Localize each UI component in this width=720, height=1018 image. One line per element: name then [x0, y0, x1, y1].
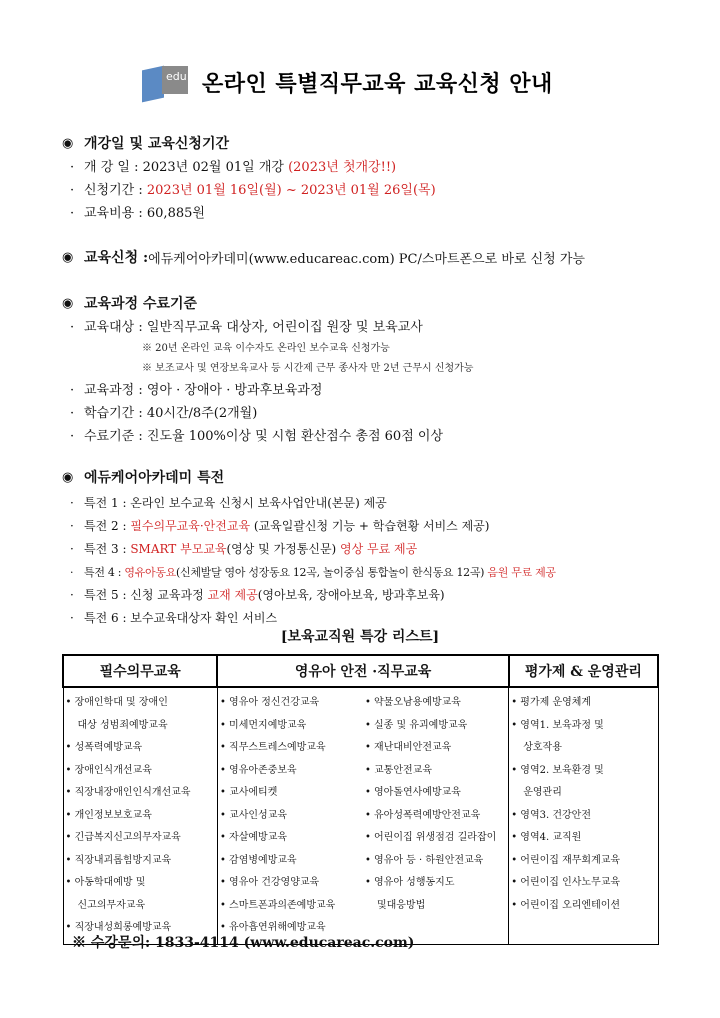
- contact-footer: ※ 수강문의: 1833-4114 (www.educareac.com): [72, 935, 415, 951]
- list-item: • 유아흡연위해예방교육: [219, 922, 326, 933]
- benefit-row: · 특전 3 : SMART 부모교육(영상 및 가정통신문) 영상 무료 제공: [70, 542, 418, 556]
- list-item: • 어린이집 위생점검 길라잡이: [364, 832, 497, 843]
- table-row: [63, 687, 658, 944]
- list-item: • 영유아 정신건강교육: [219, 697, 320, 708]
- list-item: 상호작용: [523, 742, 562, 753]
- row-value: 2023년 02월 01일 개강: [142, 160, 289, 175]
- row-value: 영아 · 장애아 · 방과후보육과정: [146, 383, 323, 398]
- list-item: 대상 성범죄예방교육: [77, 719, 168, 731]
- row-value: 진도율 100%이상 및 시험 환산점수 총점 60점 이상: [146, 429, 444, 444]
- row-value: 60,885원: [146, 206, 205, 221]
- row-label: 수료기준 :: [84, 429, 147, 444]
- list-item: • 개인정보보호교육: [65, 809, 152, 821]
- list-item: • 직장내장애인인식개선교육: [65, 787, 191, 798]
- benefit-text: 특전 3 :: [84, 542, 131, 556]
- row-label: 교육과정 :: [84, 383, 147, 398]
- list-item: • 유아성폭력예방안전교육: [364, 809, 481, 821]
- section-benefits: [62, 466, 556, 630]
- info-row: · 개 강 일 : 2023년 02월 01일 개강 (2023년 첫개강!!): [70, 160, 397, 175]
- row-value: 40시간/8주(2개월): [146, 406, 258, 421]
- benefit-text: (영상 및 가정통신문): [226, 542, 341, 556]
- list-item: • 영아돌연사예방교육: [364, 787, 461, 798]
- benefit-highlight: 영유아동요: [124, 566, 176, 579]
- list-item: • 긴급복지신고의무자교육: [65, 832, 181, 843]
- row-value: 일반직무교육 대상자, 어린이집 원장 및 보육교사: [146, 320, 423, 335]
- list-item: • 영유아 성행동지도: [364, 877, 455, 888]
- list-item: • 영유아존중보육: [219, 764, 297, 776]
- info-row: · 학습기간 : 40시간/8주(2개월): [70, 406, 258, 421]
- benefit-row: · 특전 4 : 영유아동요(신체발달 영아 성장동요 12곡, 놀이중심 통합놀이 한식동요 12곡) 음원 무료 제공: [70, 566, 556, 579]
- table-header: 영유아 안전 ·직무교육: [217, 655, 508, 687]
- section-heading: [62, 466, 556, 488]
- list-item: • 감염병예방교육: [219, 854, 297, 866]
- benefit-row: · 특전 5 : 신청 교육과정 교재 제공(영아보육, 장애아보육, 방과후보육): [70, 588, 445, 602]
- benefit-row: · 특전 1 : 온라인 보수교육 신청시 보육사업안내(본문) 제공: [70, 496, 387, 510]
- bullet-icon: ◉: [62, 135, 74, 151]
- table-header: 필수의무교육: [63, 655, 217, 687]
- list-item: • 교통안전교육: [364, 764, 432, 776]
- benefit-highlight: 음원 무료 제공: [487, 566, 556, 579]
- table-column: [509, 687, 658, 944]
- list-item: • 직장내성희롱예방교육: [65, 922, 172, 933]
- list-item: • 직무스트레스예방교육: [219, 742, 326, 753]
- benefit-highlight: 교재 제공: [207, 588, 258, 602]
- note-text: ※ 보조교사 및 연장보육교사 등 시간제 근무 종사자 만 2년 근무시 신청가능: [142, 363, 474, 374]
- benefit-text: 특전 4 :: [84, 566, 125, 579]
- benefit-text: (신체발달 영아 성장동요 12곡, 놀이중심 통합놀이 한식동요 12곡): [176, 566, 488, 579]
- info-row: · 교육대상 : 일반직무교육 대상자, 어린이집 원장 및 보육교사: [70, 320, 423, 335]
- list-item: • 영유아 건강영양교육: [219, 877, 320, 888]
- benefit-highlight: 영상 무료 제공: [340, 542, 418, 556]
- bullet-icon: ◉: [62, 469, 74, 485]
- list-item: • 어린이집 오리엔테이션: [511, 899, 621, 911]
- section-course: [62, 292, 473, 448]
- row-label: 개 강 일 :: [84, 160, 143, 175]
- list-item: • 영역2. 보육환경 및: [511, 764, 604, 776]
- benefit-text: 특전 5 : 신청 교육과정: [84, 588, 208, 602]
- section-title: 에듀케어아카데미 특전: [84, 470, 225, 486]
- benefit-row: · 특전 6 : 보수교육대상자 확인 서비스: [70, 611, 278, 625]
- section-heading: [62, 246, 585, 268]
- info-row: · 교육과정 : 영아 · 장애아 · 방과후보육과정: [70, 383, 323, 398]
- benefit-text: (교육일괄신청 기능 + 학습현황 서비스 제공): [250, 519, 490, 533]
- note-text: ※ 20년 온라인 교육 이수자도 온라인 보수교육 신청가능: [142, 343, 390, 354]
- row-label: 학습기간 :: [84, 406, 147, 421]
- bullet-icon: ◉: [62, 295, 74, 311]
- list-item: • 영역1. 보육과정 및: [511, 719, 604, 731]
- info-row: · 수료기준 : 진도율 100%이상 및 시험 환산점수 총점 60점 이상: [70, 429, 444, 444]
- benefit-highlight: 필수의무교육·안전교육: [130, 519, 251, 533]
- row-highlight: 2023년 01월 16일(월) ~ 2023년 01월 26일(목): [146, 183, 436, 198]
- list-title: [보육교직원 특강 리스트]: [280, 629, 440, 645]
- list-item: • 어린이집 재무회계교육: [511, 854, 621, 866]
- row-label: 교육비용 :: [84, 206, 147, 221]
- table-header: 평가제 & 운영관리: [509, 655, 658, 687]
- row-highlight: (2023년 첫개강!!): [288, 160, 397, 175]
- list-item: • 영역4. 교직원: [511, 832, 582, 843]
- header: [140, 60, 553, 104]
- section-apply: [62, 246, 585, 268]
- benefit-text: 특전 1 : 온라인 보수교육 신청시 보육사업안내(본문) 제공: [84, 496, 387, 510]
- list-item: • 장애인학대 및 장애인: [65, 697, 168, 708]
- benefit-text: 특전 6 : 보수교육대상자 확인 서비스: [84, 611, 278, 625]
- list-item: 운영관리: [523, 787, 562, 798]
- list-item: • 약물오남용예방교육: [364, 697, 461, 708]
- info-row: · 신청기간 : 2023년 01월 16일(월) ~ 2023년 01월 26일(목): [70, 183, 436, 198]
- list-item: • 실종 및 유괴예방교육: [364, 719, 468, 731]
- list-item: • 미세먼지예방교육: [219, 719, 307, 731]
- section-title: 교육신청 :: [84, 250, 149, 266]
- list-item: • 영역3. 건강안전: [511, 809, 591, 821]
- list-item: 신고의무자교육: [77, 899, 146, 911]
- lecture-table: [62, 654, 659, 945]
- page-title: 온라인 특별직무교육 교육신청 안내: [202, 71, 553, 97]
- section-title: 개강일 및 교육신청기간: [84, 136, 229, 152]
- logo-book-left: [142, 66, 164, 103]
- list-item: • 교사인성교육: [219, 809, 288, 821]
- list-item: • 직장내괴롭힘방지교육: [65, 854, 172, 866]
- list-item: 및대응방법: [376, 899, 426, 911]
- bullet-icon: ◉: [62, 249, 74, 265]
- list-item: • 평가제 운영체계: [511, 697, 592, 708]
- list-item: • 자살예방교육: [219, 832, 288, 843]
- section-heading: [62, 132, 436, 154]
- edu-logo: [140, 60, 192, 104]
- section-title: 교육과정 수료기준: [84, 296, 198, 312]
- benefit-text: (영아보육, 장애아보육, 방과후보육): [257, 588, 445, 602]
- row-label: 신청기간 :: [84, 183, 147, 198]
- list-item: • 영유아 등 · 하원안전교육: [364, 854, 484, 866]
- list-item: • 교사에티켓: [219, 787, 278, 798]
- table-column: [217, 687, 362, 944]
- list-item: • 스마트폰과의존예방교육: [219, 899, 336, 911]
- list-item: • 아동학대예방 및: [65, 877, 146, 888]
- list-item: • 재난대비안전교육: [364, 742, 452, 753]
- benefit-highlight: SMART 부모교육: [130, 542, 227, 556]
- benefit-row: · 특전 2 : 필수의무교육·안전교육 (교육일괄신청 기능 + 학습현황 서비스 제공): [70, 519, 490, 533]
- info-row: · 교육비용 : 60,885원: [70, 206, 205, 221]
- table-column: [63, 687, 217, 944]
- table-column: [363, 687, 509, 944]
- list-item: • 성폭력예방교육: [65, 742, 143, 753]
- list-item: • 장애인식개선교육: [65, 764, 152, 776]
- row-label: 교육대상 :: [84, 320, 147, 335]
- table-header-row: [63, 655, 658, 687]
- apply-text: 에듀케어아카데미(www.educareac.com) PC/스마트폰으로 바로 신청 가능: [148, 251, 585, 267]
- list-item: • 어린이집 인사노무교육: [511, 877, 621, 888]
- section-schedule: [62, 132, 436, 225]
- logo-text: edu: [166, 70, 187, 83]
- section-heading: [62, 292, 473, 314]
- benefit-text: 특전 2 :: [84, 519, 131, 533]
